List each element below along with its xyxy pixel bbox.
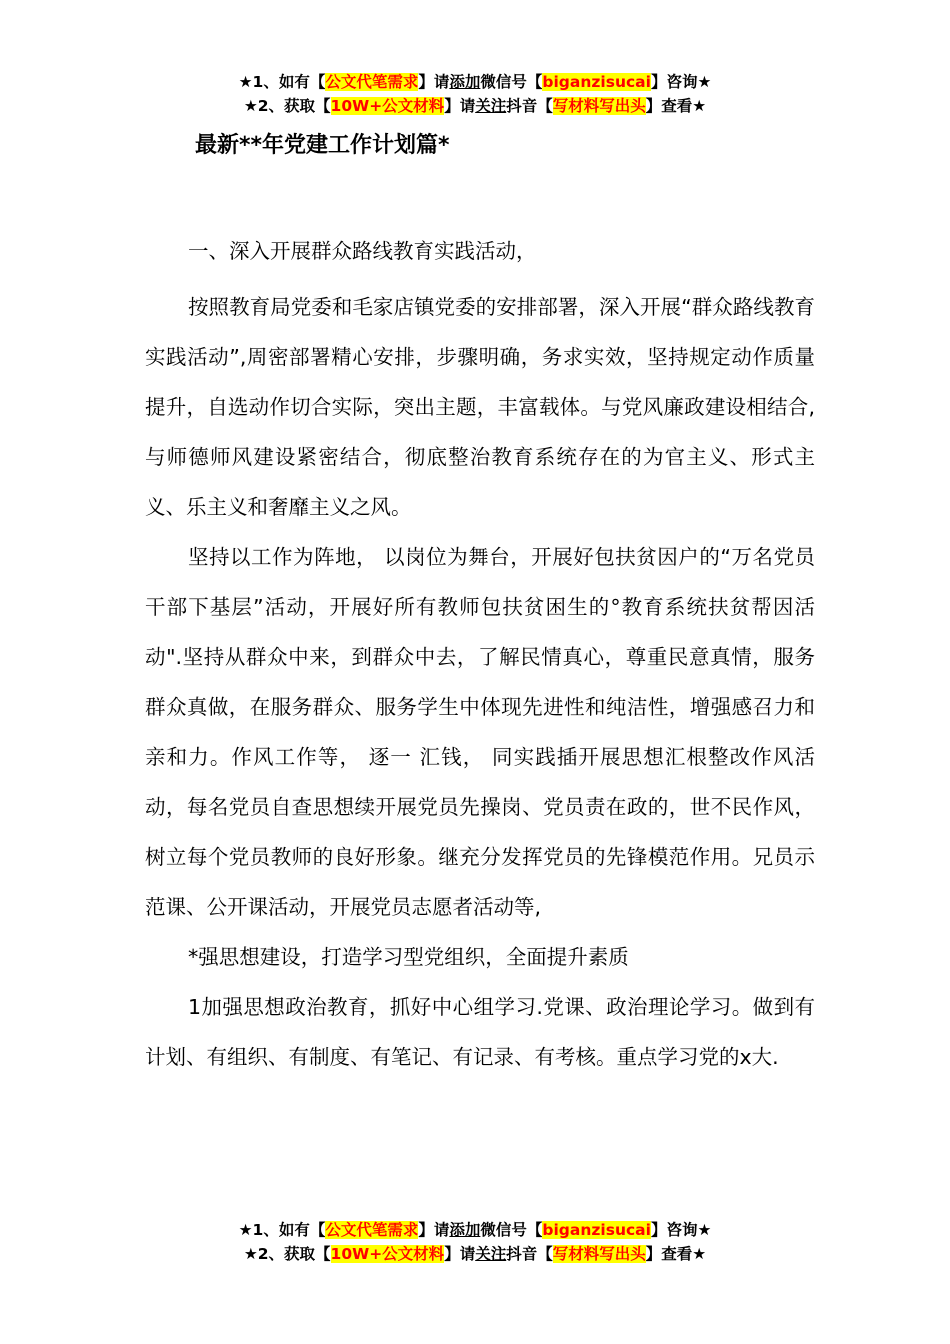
footer-line-1-mid1: 】请 — [418, 1221, 450, 1239]
footer-line-1-mid2: 微信号【 — [480, 1221, 543, 1239]
promo-line-2-mid1: 】请 — [444, 97, 476, 115]
footer-highlight-service: 公文代笔需求 — [325, 1221, 419, 1239]
promo-highlight-service: 公文代笔需求 — [325, 73, 419, 91]
footer-underlined-add: 添加 — [449, 1221, 481, 1239]
document-title: 最新**年党建工作计划篇* — [195, 133, 450, 158]
promo-highlight-materials: 10W+公文材料 — [330, 97, 445, 115]
body-paragraph-1: 按照教育局党委和毛家店镇党委的安排部署，深入开展“群众路线教育实践活动”,周密部署精心安排，步骤明确，务求实效，坚持规定动作质量提升，自选动作切合实际，突出主题，丰富载体。与党风廉政建设相结合,与师德师风建设紧密结合，彻底整治教育系统存在的为官主义、形式主义、乐主义和奢靡主义之风。 — [145, 295, 815, 519]
footer-highlight-wechat-id: biganzisucai — [542, 1221, 651, 1239]
footer-line-2-mid1: 】请 — [444, 1245, 476, 1263]
promo-line-2-mid2: 抖音【 — [506, 97, 553, 115]
promo-line-1-mid2: 微信号【 — [480, 73, 543, 91]
promo-line-2 — [0, 94, 950, 118]
footer-highlight-douyin: 写材料写出头 — [552, 1245, 646, 1263]
footer-line-1-suffix: 】咨询★ — [650, 1221, 712, 1239]
section-heading-1: 一、深入开展群众路线教育实践活动， — [188, 239, 537, 263]
footer-line-2-mid2: 抖音【 — [506, 1245, 553, 1263]
promo-line-1-suffix: 】咨询★ — [650, 73, 712, 91]
document-body — [145, 226, 815, 1082]
footer-promo-banner — [0, 1218, 950, 1266]
promo-underlined-add: 添加 — [449, 73, 481, 91]
promo-highlight-douyin: 写材料写出头 — [552, 97, 646, 115]
promo-line-2-prefix: ★2、获取【 — [243, 97, 331, 115]
header-promo-banner — [0, 70, 950, 118]
footer-promo-line-1 — [0, 1218, 950, 1242]
body-paragraph-3: 1加强思想政治教育，抓好中心组学习.党课、政治理论学习。做到有计划、有组织、有制度、有笔记、有记录、有考核。重点学习党的x大. — [145, 995, 815, 1069]
body-paragraph-2: 坚持以工作为阵地， 以岗位为舞台，开展好包扶贫因户的“万名党员干部下基层”活动，开展好所有教师包扶贫困生的°教育系统扶贫帮因活动".坚持从群众中来，到群众中去，了解民情真心，尊重民意真情，服务群众真做，在服务群众、服务学生中体现先进性和纯洁性，增强感召力和亲和力。作风工作等， 逐一 汇钱， 同实践插开展思想汇根整改作风活动，每名党员自查思想续开展党员先操岗、党员责在政的，世不民作风，树立每个党员教师的良好形象。继充分发挥党员的先锋模范作用。兄员示范课、公开课活动，开展党员志愿者活动等, — [145, 545, 815, 919]
promo-line-2-suffix: 】查看★ — [645, 97, 707, 115]
promo-line-1-mid1: 】请 — [418, 73, 450, 91]
footer-underlined-follow: 关注 — [475, 1245, 507, 1263]
section-heading-2: *强思想建设，打造学习型党组织，全面提升素质 — [188, 945, 629, 969]
footer-line-2-suffix: 】查看★ — [645, 1245, 707, 1263]
promo-line-1-prefix: ★1、如有【 — [238, 73, 326, 91]
footer-promo-line-2 — [0, 1242, 950, 1266]
footer-line-1-prefix: ★1、如有【 — [238, 1221, 326, 1239]
footer-line-2-prefix: ★2、获取【 — [243, 1245, 331, 1263]
promo-underlined-follow: 关注 — [475, 97, 507, 115]
promo-highlight-wechat-id: biganzisucai — [542, 73, 651, 91]
promo-line-1 — [0, 70, 950, 94]
footer-highlight-materials: 10W+公文材料 — [330, 1245, 445, 1263]
